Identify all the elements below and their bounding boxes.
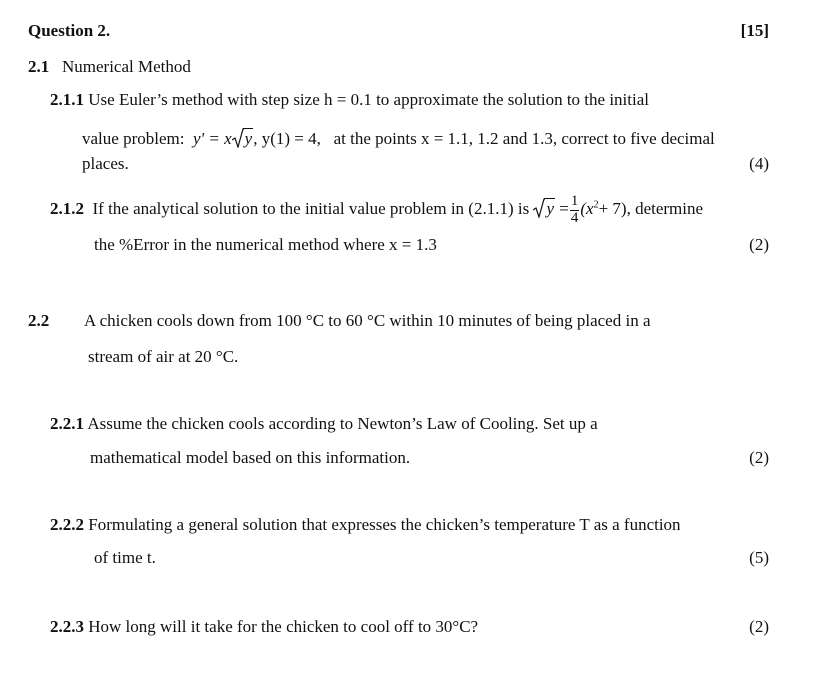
exponent: 2 xyxy=(593,199,599,211)
question-2-1-1-line2 xyxy=(82,128,715,147)
equation-prefix: value problem: xyxy=(82,129,185,148)
question-number: 2.1.2 xyxy=(50,199,84,219)
equation-suffix: at the points x = 1.1, 1.2 and 1.3, correct to five decimal xyxy=(333,129,715,148)
question-text: How long will it take for the chicken to cool off to 30°C? xyxy=(88,617,479,636)
square-root-symbol: y xyxy=(232,128,254,147)
question-number: 2.2.1 xyxy=(50,414,84,433)
question-text: Assume the chicken cools according to Newton’s Law of Cooling. Set up a xyxy=(87,414,598,433)
fraction: $\frac{1}{4}$ xyxy=(570,193,579,226)
question-2-1-1-line3: places. xyxy=(82,154,129,173)
initial-condition: , y(1) = 4, xyxy=(253,129,321,148)
question-title: Question 2. xyxy=(28,21,111,40)
section-2-2-number: 2.2 xyxy=(28,311,50,330)
question-text: If the analytical solution to the initial value problem in (2.1.1) is xyxy=(92,199,530,219)
question-2-2-3-line1 xyxy=(50,618,478,635)
section-number: 2.1 xyxy=(28,57,50,76)
section-2-2-line1: A chicken cools down from 100 °C to 60 °C within 10 minutes of being placed in a xyxy=(84,311,651,330)
square-root-symbol: y xyxy=(533,198,555,219)
question-2-1-2-line2: the %Error in the numerical method where x = 1.3 xyxy=(94,235,437,254)
marks-2-2-2: (5) xyxy=(749,548,769,567)
marks-2-2-1: (2) xyxy=(749,448,769,467)
section-2-2-line2: stream of air at 20 °C. xyxy=(88,347,239,366)
question-2-2-2-line1 xyxy=(50,516,681,533)
question-text: Use Euler’s method with step size h = 0.1 to approximate the solution to the initial xyxy=(88,90,649,109)
section-2-1-heading xyxy=(28,58,191,75)
question-text-end: , determine xyxy=(626,199,704,219)
question-number: 2.2.3 xyxy=(50,617,84,636)
equation-lhs: y' = x xyxy=(192,129,232,148)
paren-expression: (x xyxy=(580,199,594,219)
question-2-2-1-line1 xyxy=(50,415,598,432)
marks-2-2-3: (2) xyxy=(749,617,769,636)
question-2-1-1-line1 xyxy=(50,91,649,108)
question-2-2-2-line2: of time t. xyxy=(94,548,156,567)
paren-tail: + 7) xyxy=(598,199,627,219)
question-number: 2.1.1 xyxy=(50,90,84,109)
section-title: Numerical Method xyxy=(62,57,191,76)
total-marks: [15] xyxy=(740,21,769,40)
question-number: 2.2.2 xyxy=(50,515,84,534)
question-2-2-1-line2: mathematical model based on this information. xyxy=(90,448,411,467)
marks-2-1-1: (4) xyxy=(749,154,769,173)
question-text: Formulating a general solution that expresses the chicken’s temperature T as a function xyxy=(88,515,681,534)
equals-sign: = xyxy=(559,199,569,219)
marks-2-1-2: (2) xyxy=(749,235,769,254)
question-2-1-2-line1 xyxy=(50,194,703,227)
